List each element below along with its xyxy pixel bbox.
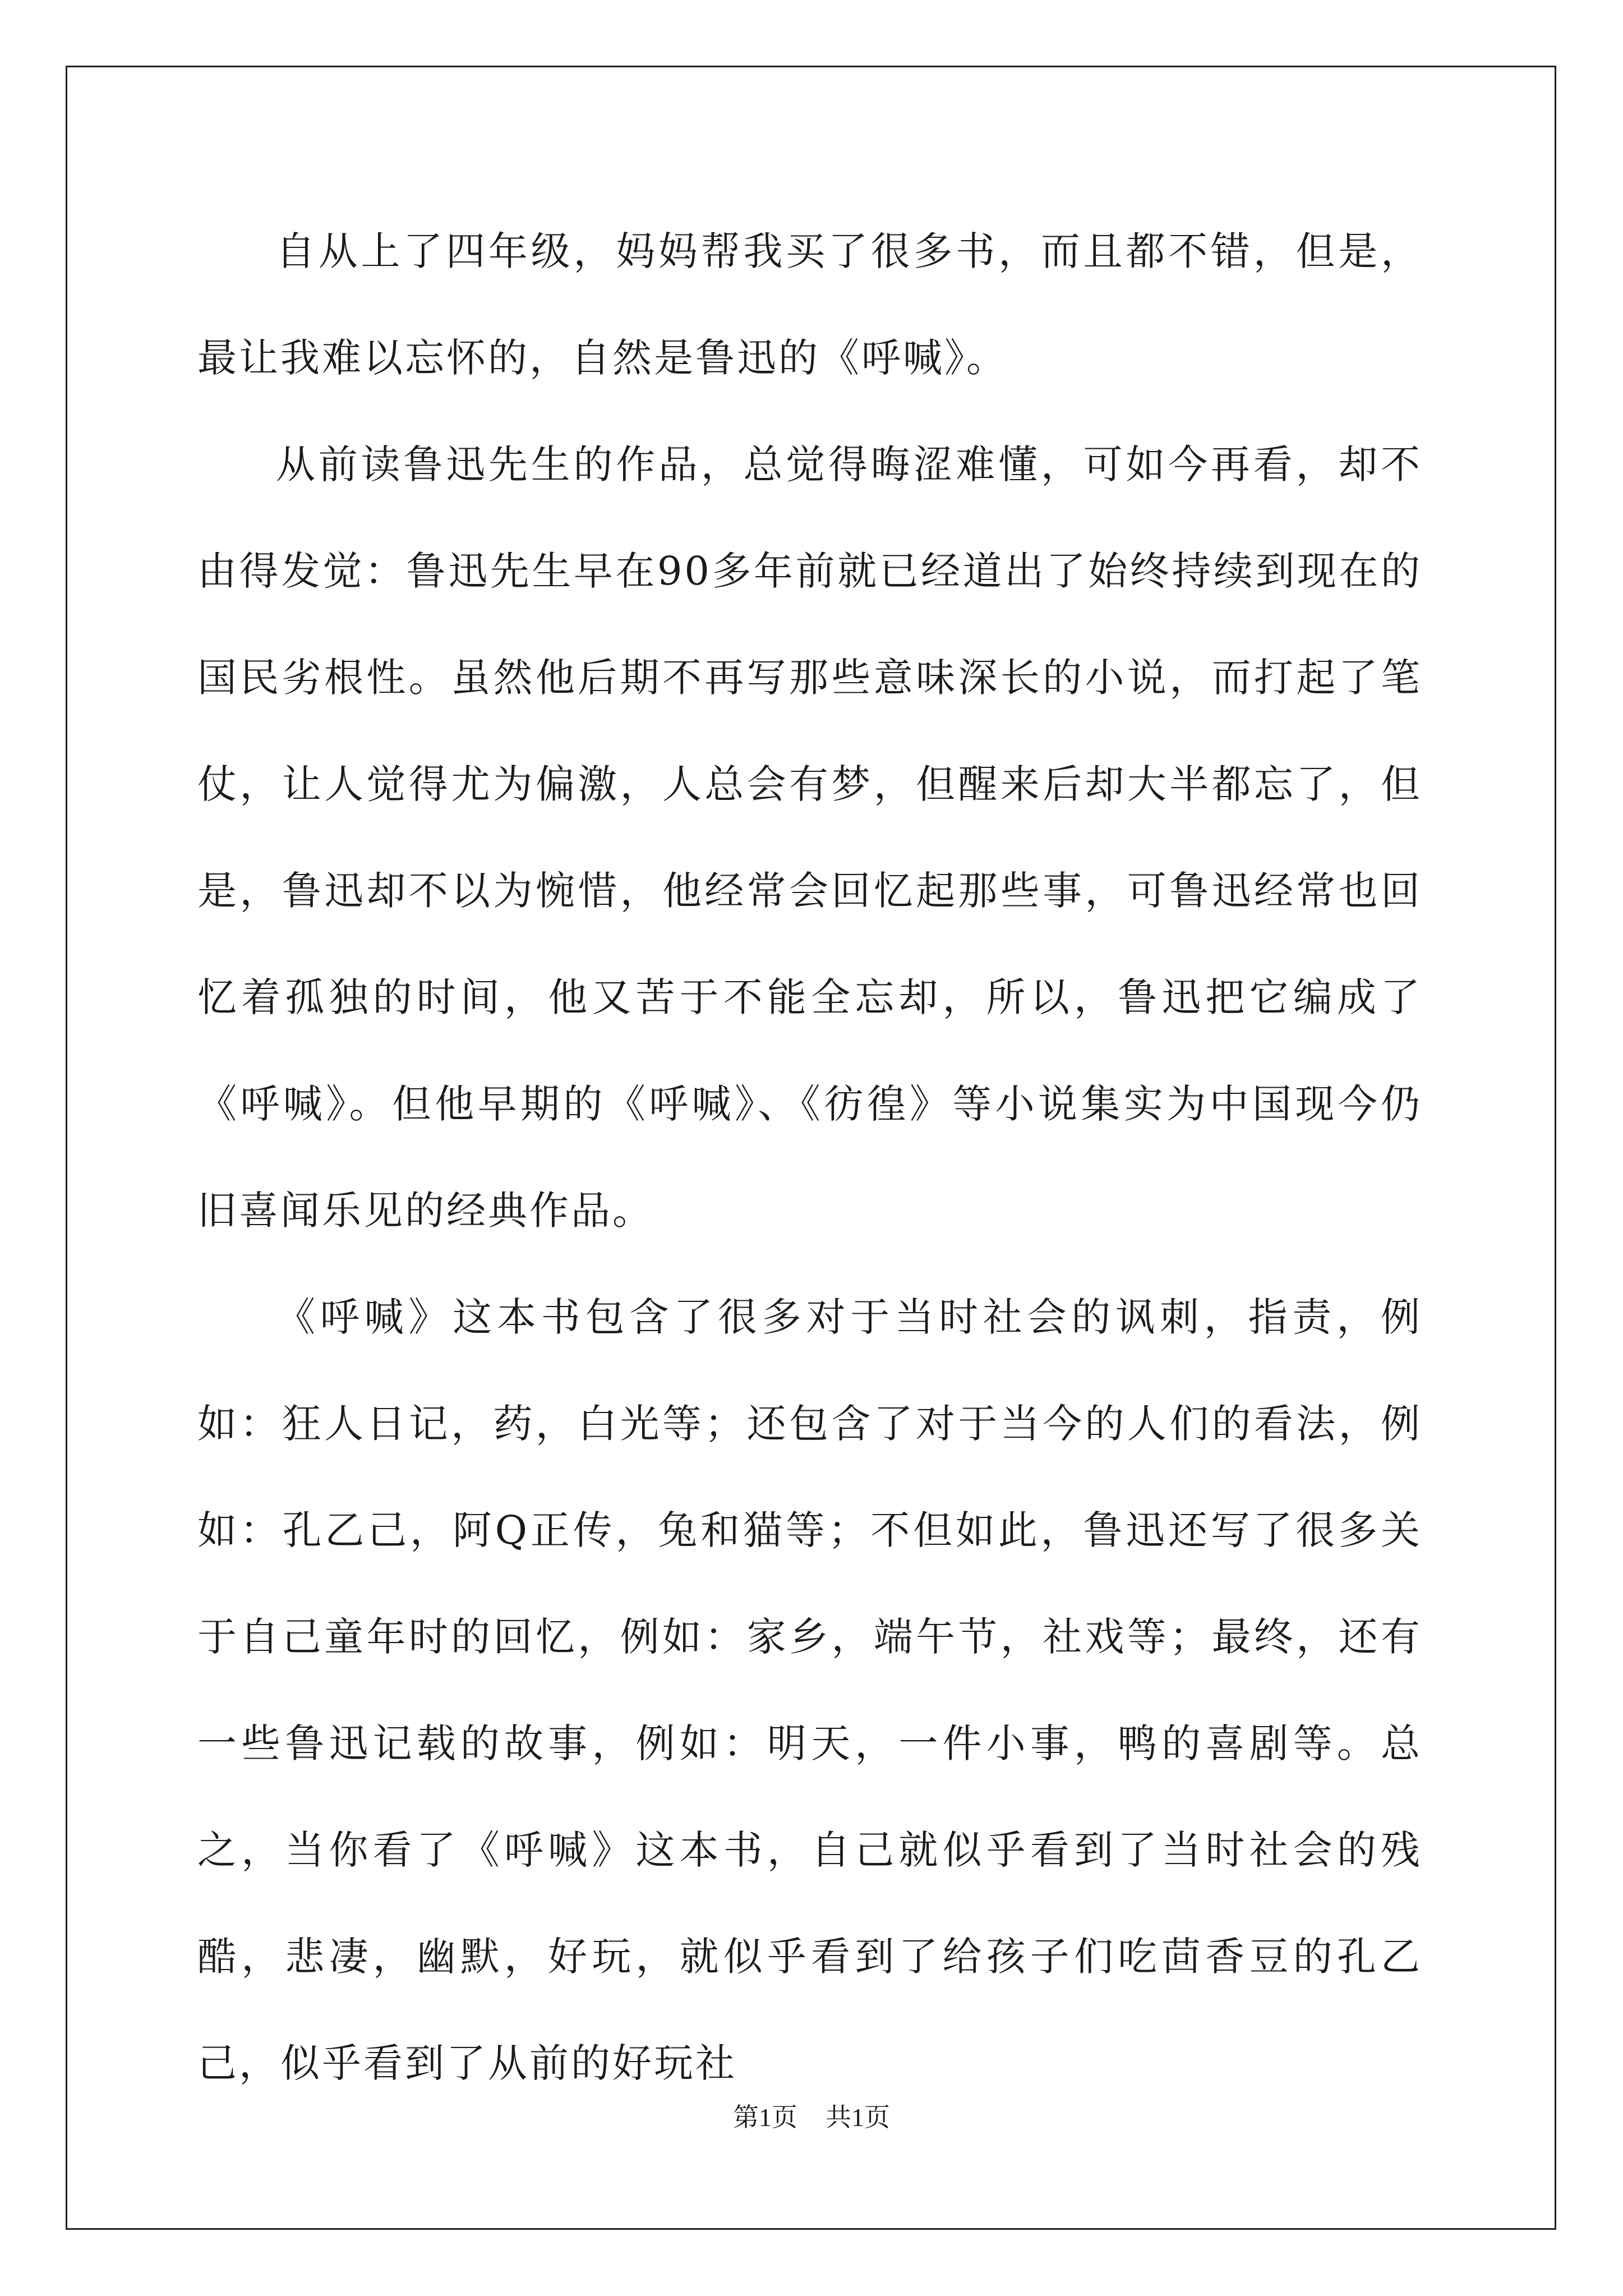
paragraph: 从前读鲁迅先生的作品，总觉得晦涩难懂，可如今再看，却不由得发觉：鲁迅先生早在90多年前就已经道出了始终持续到现在的国民劣根性。虽然他后期不再写那些意味深长的小说，而打起了笔仗，让人觉得尤为偏激，人总会有梦，但醒来后却大半都忘了，但是，鲁迅却不以为惋惜，他经常会回忆起那些事，可鲁迅经常也回忆着孤独的时间，他又苦于不能全忘却，所以，鲁迅把它编成了《呼喊》。但他早期的《呼喊》、《彷徨》等小说集实为中国现今仍旧喜闻乐见的经典作品。: [197, 441, 1422, 1234]
page-number: 第1页: [733, 2103, 797, 2132]
paragraph: 《呼喊》这本书包含了很多对于当时社会的讽刺，指责，例如：狂人日记，药，白光等；还包含了对于当今的人们的看法，例如：孔乙己，阿Q正传，兔和猫等；不但如此，鲁迅还写了很多关于自己童年时的回忆，例如：家乡，端午节，社戏等；最终，还有一些鲁迅记载的故事，例如：明天，一件小事，鸭的喜剧等。总之，当你看了《呼喊》这本书，自己就似乎看到了当时社会的残酷，悲凄，幽默，好玩，就似乎看到了给孩子们吃茴香豆的孔乙己，似乎看到了从前的好玩社: [197, 1294, 1422, 2086]
page-footer: [0, 2101, 1623, 2134]
document-body: [197, 198, 1422, 2116]
page-total: 共1页: [826, 2103, 890, 2132]
paragraph: 自从上了四年级，妈妈帮我买了很多书，而且都不错，但是，最让我难以忘怀的，自然是鲁迅的《呼喊》。: [197, 228, 1422, 381]
